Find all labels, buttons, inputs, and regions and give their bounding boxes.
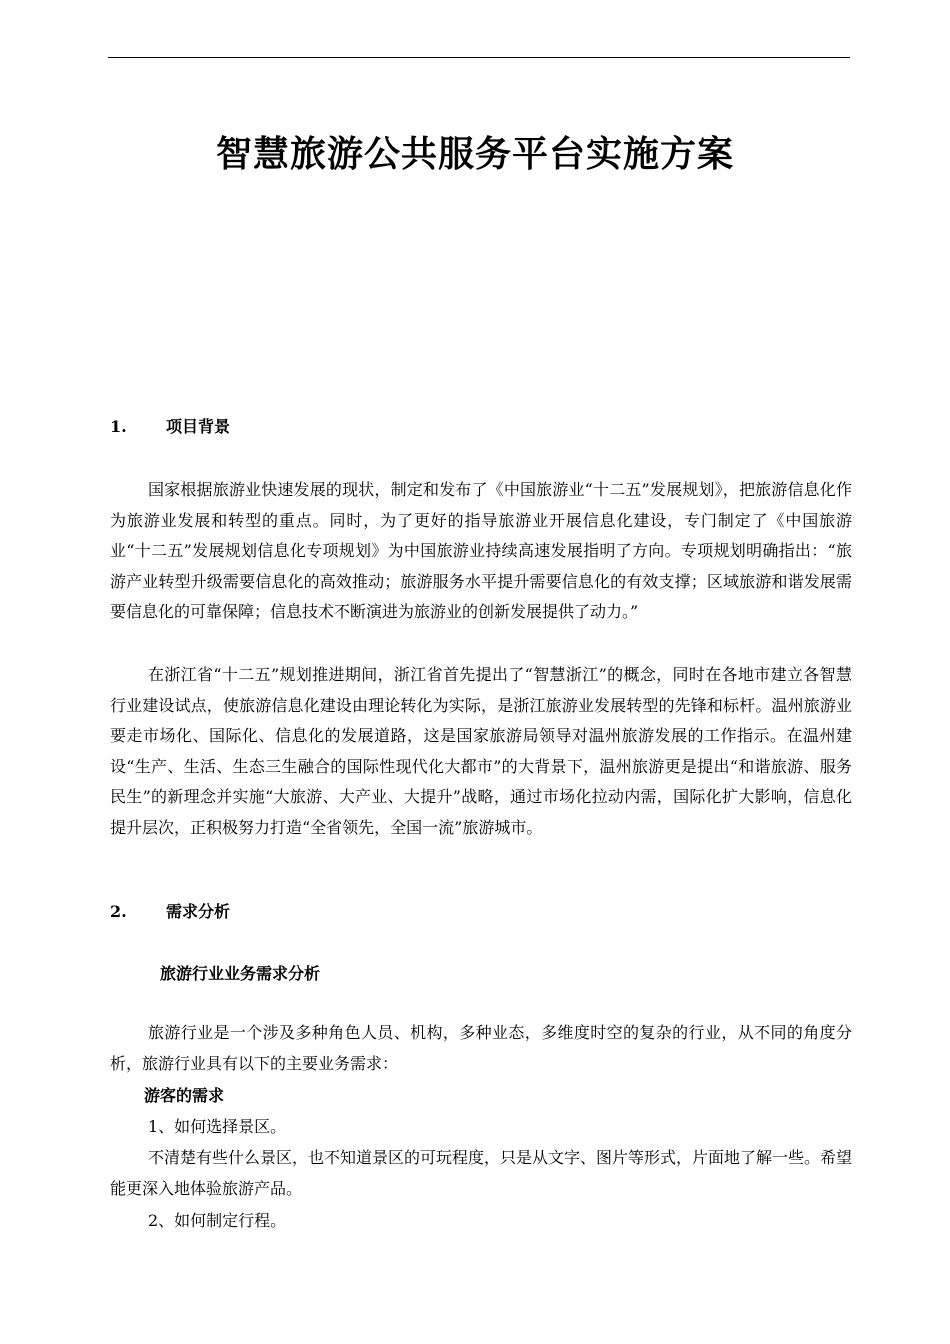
section-1-number: 1. [110,417,127,436]
section-1-title: 项目背景 [166,417,231,436]
list-item-1: 1、如何选择景区。 [148,1117,287,1136]
section-1-heading [110,415,230,439]
tourist-needs-label: 游客的需求 [144,1086,225,1105]
section-1-paragraph-2: 在浙江省“十二五”规划推进期间，浙江省首先提出了“智慧浙江”的概念，同时在各地市建立各智慧行业建设试点，使旅游信息化建设由理论转化为实际，是浙江旅游业发展转型的先锋和标杆。温州旅游业要走市场化、国际化、信息化的发展道路，这是国家旅游局领导对温州旅游发展的工作指示。在温州建设“生产、生活、生态三生融合的国际性现代化大都市”的大背景下，温州旅游更是提出“和谐旅游、服务民生”的新理念并实施“大旅游、大产业、大提升”战略，通过市场化拉动内需，国际化扩大影响，信息化提升层次，正积极努力打造“全省领先，全国一流”旅游城市。 [110,665,852,837]
section-1-paragraph-1: 国家根据旅游业快速发展的现状，制定和发布了《中国旅游业“十二五”发展规划》，把旅游信息化作为旅游业发展和转型的重点。同时，为了更好的指导旅游业开展信息化建设，专门制定了《中国旅游业“十二五”发展规划信息化专项规划》为中国旅游业持续高速发展指明了方向。专项规划明确指出：“旅游产业转型升级需要信息化的高效推动；旅游服务水平提升需要信息化的有效支撑；区域旅游和谐发展需要信息化的可靠保障；信息技术不断演进为旅游业的创新发展提供了动力。” [110,480,852,621]
header-rule [108,57,850,58]
section-2-number: 2. [110,902,127,921]
section-2-intro: 旅游行业是一个涉及多种角色人员、机构，多种业态，多维度时空的复杂的行业，从不同的角度分析，旅游行业具有以下的主要业务需求： [110,1023,852,1073]
list-item-1-description: 不清楚有些什么景区，也不知道景区的可玩程度，只是从文字、图片等形式，片面地了解一些。希望能更深入地体验旅游产品。 [110,1148,853,1198]
section-2-subheading: 旅游行业业务需求分析 [160,964,321,983]
section-2-heading [110,900,230,924]
section-2-title: 需求分析 [166,902,231,921]
list-item-2: 2、如何制定行程。 [148,1211,287,1230]
document-title: 智慧旅游公共服务平台实施方案 [215,133,734,175]
